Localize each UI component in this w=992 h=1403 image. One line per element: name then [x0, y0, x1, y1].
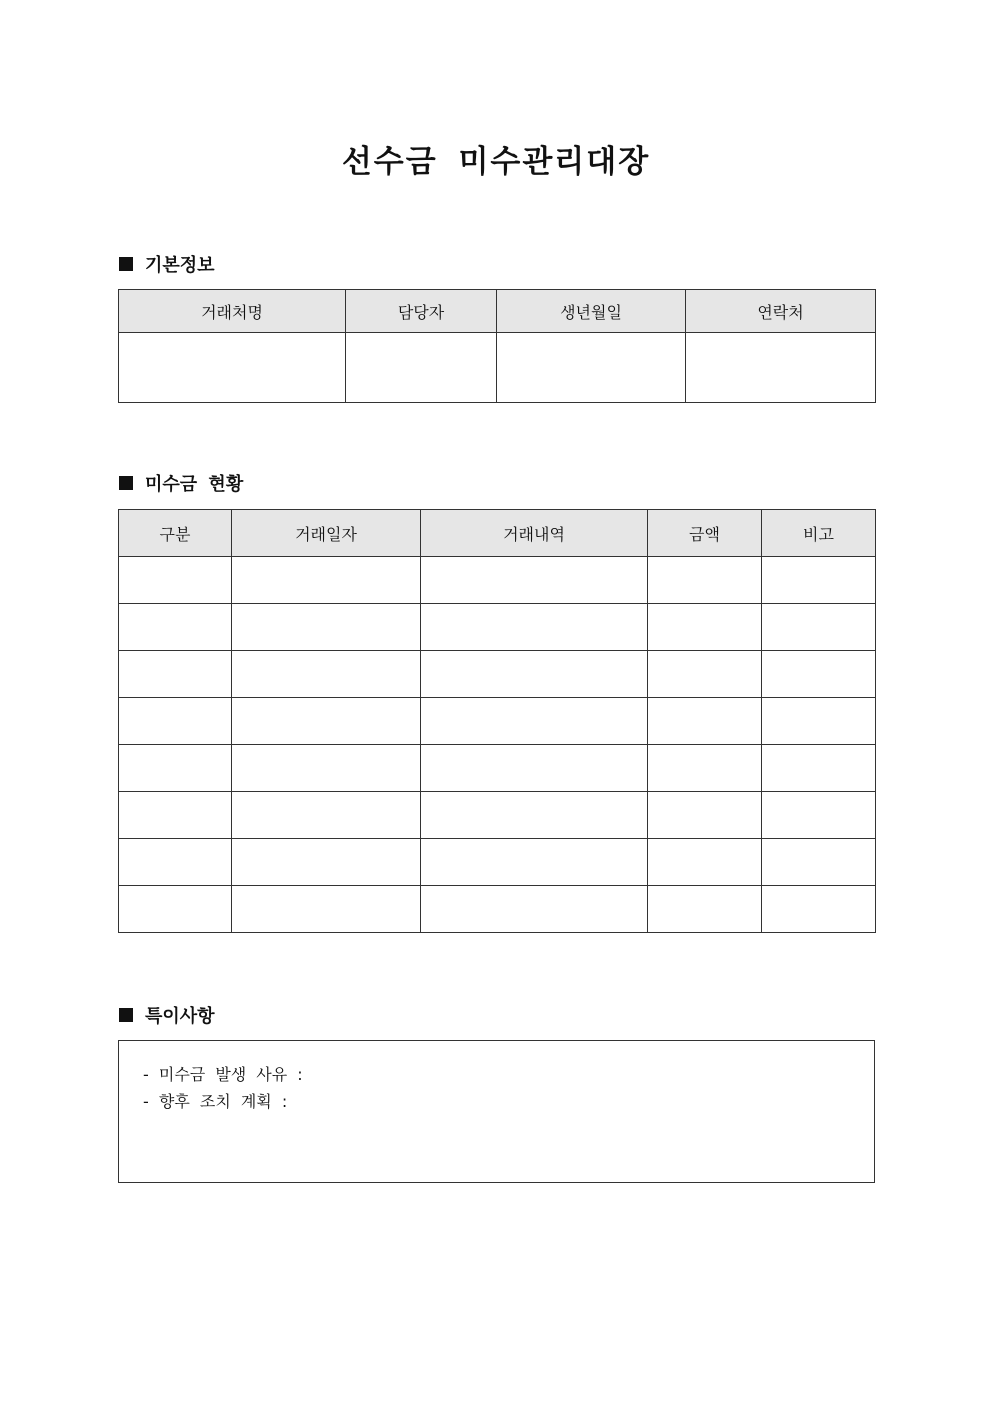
column-header-client-name: 거래처명	[119, 290, 346, 333]
transaction-date-cell[interactable]	[232, 557, 421, 604]
transaction-date-cell[interactable]	[232, 604, 421, 651]
section-title: 미수금 현황	[145, 474, 244, 495]
note-cell[interactable]	[762, 557, 876, 604]
note-cell[interactable]	[762, 886, 876, 933]
category-cell[interactable]	[119, 604, 232, 651]
amount-cell[interactable]	[648, 651, 762, 698]
remark-line-action-plan: - 향후 조치 계획 :	[143, 1092, 288, 1111]
transaction-date-cell[interactable]	[232, 651, 421, 698]
category-cell[interactable]	[119, 839, 232, 886]
category-cell[interactable]	[119, 745, 232, 792]
table-row	[119, 557, 876, 604]
section-heading-basic-info	[119, 251, 215, 277]
amount-cell[interactable]	[648, 792, 762, 839]
note-cell[interactable]	[762, 745, 876, 792]
table-header-row	[119, 290, 876, 333]
contact-cell[interactable]	[686, 333, 876, 403]
transaction-details-cell[interactable]	[421, 698, 648, 745]
receivables-table	[118, 509, 876, 933]
table-row	[119, 651, 876, 698]
table-row	[119, 839, 876, 886]
column-header-note: 비고	[762, 510, 876, 557]
birth-date-cell[interactable]	[497, 333, 686, 403]
table-row	[119, 792, 876, 839]
square-bullet-icon	[119, 257, 133, 271]
note-cell[interactable]	[762, 604, 876, 651]
amount-cell[interactable]	[648, 745, 762, 792]
table-row	[119, 698, 876, 745]
table-row	[119, 333, 876, 403]
column-header-category: 구분	[119, 510, 232, 557]
transaction-details-cell[interactable]	[421, 651, 648, 698]
client-name-cell[interactable]	[119, 333, 346, 403]
transaction-date-cell[interactable]	[232, 745, 421, 792]
table-header-row	[119, 510, 876, 557]
transaction-details-cell[interactable]	[421, 839, 648, 886]
transaction-date-cell[interactable]	[232, 839, 421, 886]
remark-line-cause: - 미수금 발생 사유 :	[143, 1065, 303, 1084]
transaction-details-cell[interactable]	[421, 745, 648, 792]
category-cell[interactable]	[119, 792, 232, 839]
transaction-details-cell[interactable]	[421, 604, 648, 651]
table-row	[119, 604, 876, 651]
amount-cell[interactable]	[648, 886, 762, 933]
transaction-date-cell[interactable]	[232, 886, 421, 933]
table-row	[119, 745, 876, 792]
column-header-birth-date: 생년월일	[497, 290, 686, 333]
section-title: 특이사항	[145, 1006, 215, 1027]
category-cell[interactable]	[119, 557, 232, 604]
column-header-amount: 금액	[648, 510, 762, 557]
note-cell[interactable]	[762, 698, 876, 745]
category-cell[interactable]	[119, 651, 232, 698]
transaction-date-cell[interactable]	[232, 792, 421, 839]
column-header-contact: 연락처	[686, 290, 876, 333]
note-cell[interactable]	[762, 792, 876, 839]
transaction-details-cell[interactable]	[421, 557, 648, 604]
note-cell[interactable]	[762, 651, 876, 698]
amount-cell[interactable]	[648, 604, 762, 651]
column-header-manager: 담당자	[346, 290, 497, 333]
remarks-box[interactable]	[118, 1040, 875, 1183]
note-cell[interactable]	[762, 839, 876, 886]
section-heading-remarks	[119, 1002, 215, 1028]
basic-info-table	[118, 289, 876, 403]
square-bullet-icon	[119, 476, 133, 490]
document-title: 선수금 미수관리대장	[341, 144, 651, 180]
table-row	[119, 886, 876, 933]
transaction-details-cell[interactable]	[421, 886, 648, 933]
column-header-transaction-date: 거래일자	[232, 510, 421, 557]
amount-cell[interactable]	[648, 839, 762, 886]
square-bullet-icon	[119, 1008, 133, 1022]
manager-cell[interactable]	[346, 333, 497, 403]
category-cell[interactable]	[119, 698, 232, 745]
section-title: 기본정보	[145, 255, 215, 276]
column-header-transaction-details: 거래내역	[421, 510, 648, 557]
section-heading-receivables	[119, 470, 243, 496]
amount-cell[interactable]	[648, 557, 762, 604]
amount-cell[interactable]	[648, 698, 762, 745]
transaction-date-cell[interactable]	[232, 698, 421, 745]
transaction-details-cell[interactable]	[421, 792, 648, 839]
category-cell[interactable]	[119, 886, 232, 933]
